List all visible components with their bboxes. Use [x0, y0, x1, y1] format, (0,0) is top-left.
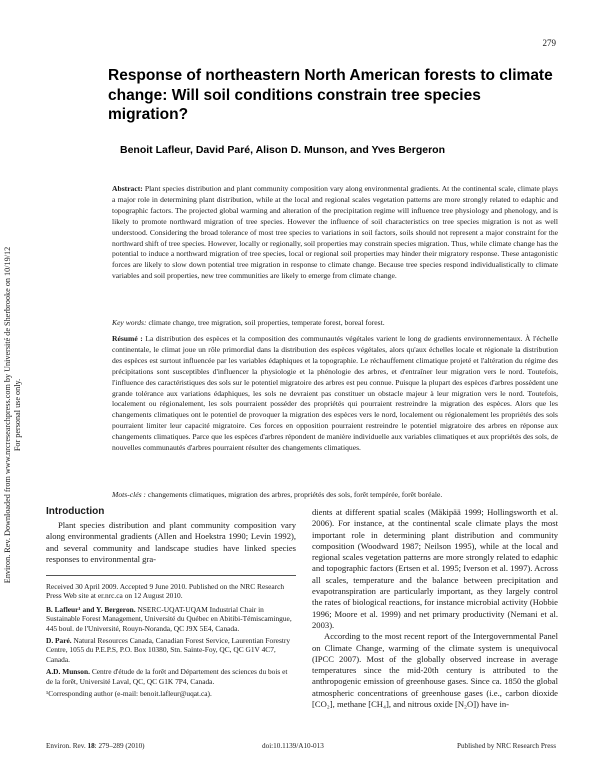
affiliation-text: Natural Resources Canada, Canadian Forest Service, Laurentian Forestry Centre, 1055 du P.E.P.S, P.O. Box 10380, Stn. Sainte-Foy, QC, QC G1V 4C7, Canada. — [46, 636, 291, 664]
article-footnotes — [46, 575, 296, 701]
download-notice-sidebar — [0, 180, 26, 650]
affiliation-pare — [46, 636, 296, 664]
introduction-left-paragraph: Plant species distribution and plant community composition vary along environmental gradients (Allen and Hoekstra 1990; Levin 1992), and several community and landscape studies have linked species responses to environmental gra- — [46, 520, 296, 564]
introduction-right-column — [312, 507, 558, 710]
page-number: 279 — [542, 38, 556, 48]
publisher: Published by NRC Research Press — [456, 742, 556, 750]
journal-volume: 18 — [87, 742, 95, 750]
introduction-heading: Introduction — [46, 506, 105, 517]
affiliation-text: Centre d'étude de la forêt and Département des sciences du bois et de la forêt, Université Laval, QC, QC G1K 7P4, Canada. — [46, 667, 288, 686]
mots-cles-text: changements climatiques, migration des arbres, propriétés des sols, forêt tempérée, forêt boréale. — [147, 490, 443, 499]
resume — [112, 334, 558, 454]
keywords-text: climate change, tree migration, soil properties, temperate forest, boreal forest. — [148, 318, 385, 327]
article-title: Response of northeastern North American forests to climate change: Will soil conditions constrain tree species migration? — [108, 67, 553, 123]
keywords-label: Key words: — [112, 318, 147, 327]
affiliation-names: D. Paré. — [46, 636, 72, 646]
resume-label: Résumé : — [112, 334, 143, 343]
affiliation-munson — [46, 667, 296, 686]
doi: doi:10.1139/A10-013 — [262, 742, 324, 750]
mots-cles — [112, 490, 558, 501]
introduction-paragraph: dients at different spatial scales (Mäkipää 1999; Hollingsworth et al. 2006). For instance, at the continental scale climate plays the most important role in determining plant distribution and community composition (Woodward 1987; Neilson 1995), while at the local and regional scales vegetation patterns are more strongly related to edaphic and topographic factors (Ertsen et al. 1995; Iverson et al. 1997). Across all scales, temperature and the balance between precipitation and evapotranspiration are particularly important, as they largely control the rates of biological reactions, for instance microbial activity (Hobbie 1996; Moore et al. 1999) and net primary productivity (Nemani et al. 2003). — [312, 507, 558, 630]
affiliation-names: B. Lafleur¹ and Y. Bergeron. — [46, 604, 136, 614]
abstract-text: Plant species distribution and plant community composition vary along environmental gradients. At the continental scale, climate plays a major role in determining plant distribution, while at the local and regional scales vegetation patterns are more strongly related to edaphic and topographic factors. The projected global warming and alteration of the precipitation regime will influence tree physiology and phenology, and is likely to promote northward migration of tree species. However the influence of soil characteristics on tree species migration is not as well understood. Considering the broad tolerance of most tree species to variations in soil factors, soils should not represent a major constraint for the northward shift of tree species. However, locally or regionally, soil properties may constrain species migration. Thus, while climate change has the potential to induce a northward migration of tree species, local or regional soil properties may hinder their migratory response. These antagonistic forces are likely to slow down potential tree migration in response to climate change. Because tree species respond individualistically to climate variables and soil properties, new tree communities are likely to emerge from climate change. — [112, 184, 558, 281]
introduction-paragraph: According to the most recent report of the Intergovernmental Panel on Climate Change, warming of the climate system is unequivocal (IPCC 2007). Most of the globally observed increase in average temperatures since the mid-20th century is attributed to the anthropogenic emission of greenhouse gases. Since ca. 1850 the global atmospheric concentrations of greenhouse gases (i.e., carbon dioxide [CO₂], methane [CH₄], and nitrous oxide [N₂O]) have in- — [312, 631, 558, 710]
affiliation-names: A.D. Munson. — [46, 667, 90, 677]
author-list: Benoit Lafleur, David Paré, Alison D. Munson, and Yves Bergeron — [120, 144, 445, 156]
journal-pages: : 279–289 (2010) — [94, 742, 145, 750]
affiliation-text: NSERC-UQAT-UQAM Industrial Chair in Sustainable Forest Management, Université du Québec en Abitibi-Témiscamingue, 445 boul. de l'Université, Rouyn-Noranda, QC J9X 5E4, Canada. — [46, 604, 292, 633]
personal-use-notice: For personal use only. — [13, 378, 22, 452]
corresponding-author: ¹Corresponding author (e-mail: benoit.lafleur@uqat.ca). — [46, 689, 212, 699]
abstract — [112, 184, 558, 282]
journal-citation — [46, 742, 145, 750]
received-dates: Received 30 April 2009. Accepted 9 June 2010. Published on the NRC Research Press Web site at er.nrc.ca on 12 August 2010. — [46, 582, 285, 601]
download-notice-line: Environ. Rev. Downloaded from www.nrcresearchpress.com by Université de Sherbrooke on 10/19/12 — [3, 246, 12, 584]
abstract-label: Abstract: — [112, 184, 143, 193]
journal-name: Environ. Rev. — [46, 742, 86, 750]
resume-text: La distribution des espèces et la composition des communautés végétales varient le long de gradients environnementaux. À l'échelle continentale, le climat joue un rôle primordial dans la distribution des espèces végétales, alors qu'aux échelles locale et régionale la distribution des espèces est surtout influencée par les variables édaphiques et la topographie. Le réchauffement climatique projeté et l'altération du régime des précipitations sont susceptibles d'influencer la physiologie et la phénologie des arbres, et d'entraîner leur migration vers le nord. Toutefois, l'influence des caractéristiques des sols sur le potentiel migratoire des arbres est peu connue. Puisque la plupart des espèces d'arbres possèdent une grande tolérance aux variations édaphiques, les sols ne devraient pas constituer un obstacle majeur à leur migration vers le nord. Toutefois, localement ou régionalement, les sols pourraient posséder des propriétés qui pourraient restreindre la migration des espèces. Alors que les changements climatiques ont le potentiel de provoquer la migration des espèces vers le nord, localement ou régionalement les propriétés des sols pourraient limiter leur capacité migratoire. Ces forces en opposition pourraient restreindre le potentiel migratoire des arbres en réponse aux changements climatiques. Parce que les espèces d'arbres répondent de manière individuelle aux variables climatiques et aux propriétés des sols, de nouvelles communautés d'arbres pourraient résulter des changements climatiques. — [112, 334, 559, 453]
mots-cles-label: Mots-clés : — [112, 490, 146, 499]
affiliation-lafleur-bergeron — [46, 605, 296, 633]
keywords — [112, 318, 558, 329]
